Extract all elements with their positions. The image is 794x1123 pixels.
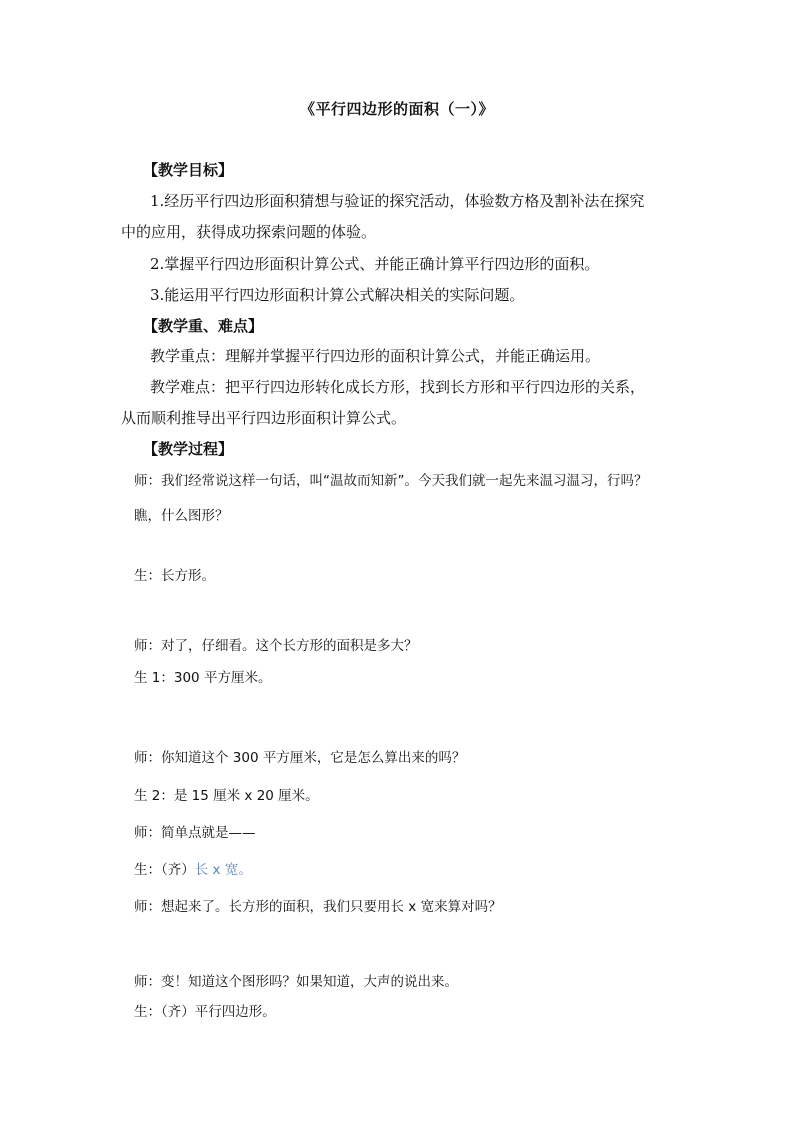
dialogue-student-4 <box>134 860 252 880</box>
document-title: 《平行四边形的面积（一）》 <box>299 100 494 118</box>
dialogue-student-2: 生 1：300 平方厘米。 <box>134 670 272 686</box>
difficulty-line-2: 从而顺利推导出平行四边形面积计算公式。 <box>121 409 407 427</box>
objective-1-line-2: 中的应用，获得成功探索问题的体验。 <box>121 223 377 241</box>
dialogue-teacher-2: 师：对了，仔细看。这个长方形的面积是多大？ <box>134 638 418 654</box>
key-point: 教学重点：理解并掌握平行四边形的面积计算公式，并能正确运用。 <box>150 347 601 365</box>
objective-1-line-1: 1.经历平行四边形面积猜想与验证的探究活动，体验数方格及割补法在探究 <box>150 192 645 210</box>
dialogue-teacher-1-line-2: 瞧，什么图形？ <box>134 508 229 524</box>
dialogue-teacher-3: 师：你知道这个 300 平方厘米，它是怎么算出来的吗？ <box>134 750 466 766</box>
dialogue-teacher-4: 师：简单点就是—— <box>134 825 256 841</box>
objective-3: 3.能运用平行四边形面积计算公式解决相关的实际问题。 <box>150 286 525 304</box>
dialogue-teacher-6: 师：变！知道这个图形吗？如果知道，大声的说出来。 <box>134 974 458 990</box>
key-points-heading: 【教学重、难点】 <box>143 317 264 335</box>
process-heading: 【教学过程】 <box>143 440 234 458</box>
objectives-heading: 【教学目标】 <box>143 161 234 179</box>
dialogue-student-3: 生 2：是 15 厘米 x 20 厘米。 <box>134 788 319 804</box>
dialogue-student-4-speaker: 生：（齐） <box>134 862 195 878</box>
dialogue-teacher-1-line-1: 师：我们经常说这样一句话，叫“温故而知新”。今天我们就一起先来温习温习，行吗？ <box>134 473 648 489</box>
dialogue-student-4-answer: 长 x 宽。 <box>194 862 252 878</box>
objective-2: 2.掌握平行四边形面积计算公式、并能正确计算平行四边形的面积。 <box>150 255 600 273</box>
difficulty-line-1: 教学难点：把平行四边形转化成长方形，找到长方形和平行四边形的关系， <box>150 378 646 396</box>
dialogue-student-1: 生：长方形。 <box>134 568 215 584</box>
dialogue-teacher-5: 师：想起来了。长方形的面积，我们只要用长 x 宽来算对吗？ <box>134 899 502 915</box>
dialogue-student-5: 生：（齐）平行四边形。 <box>134 1004 276 1020</box>
